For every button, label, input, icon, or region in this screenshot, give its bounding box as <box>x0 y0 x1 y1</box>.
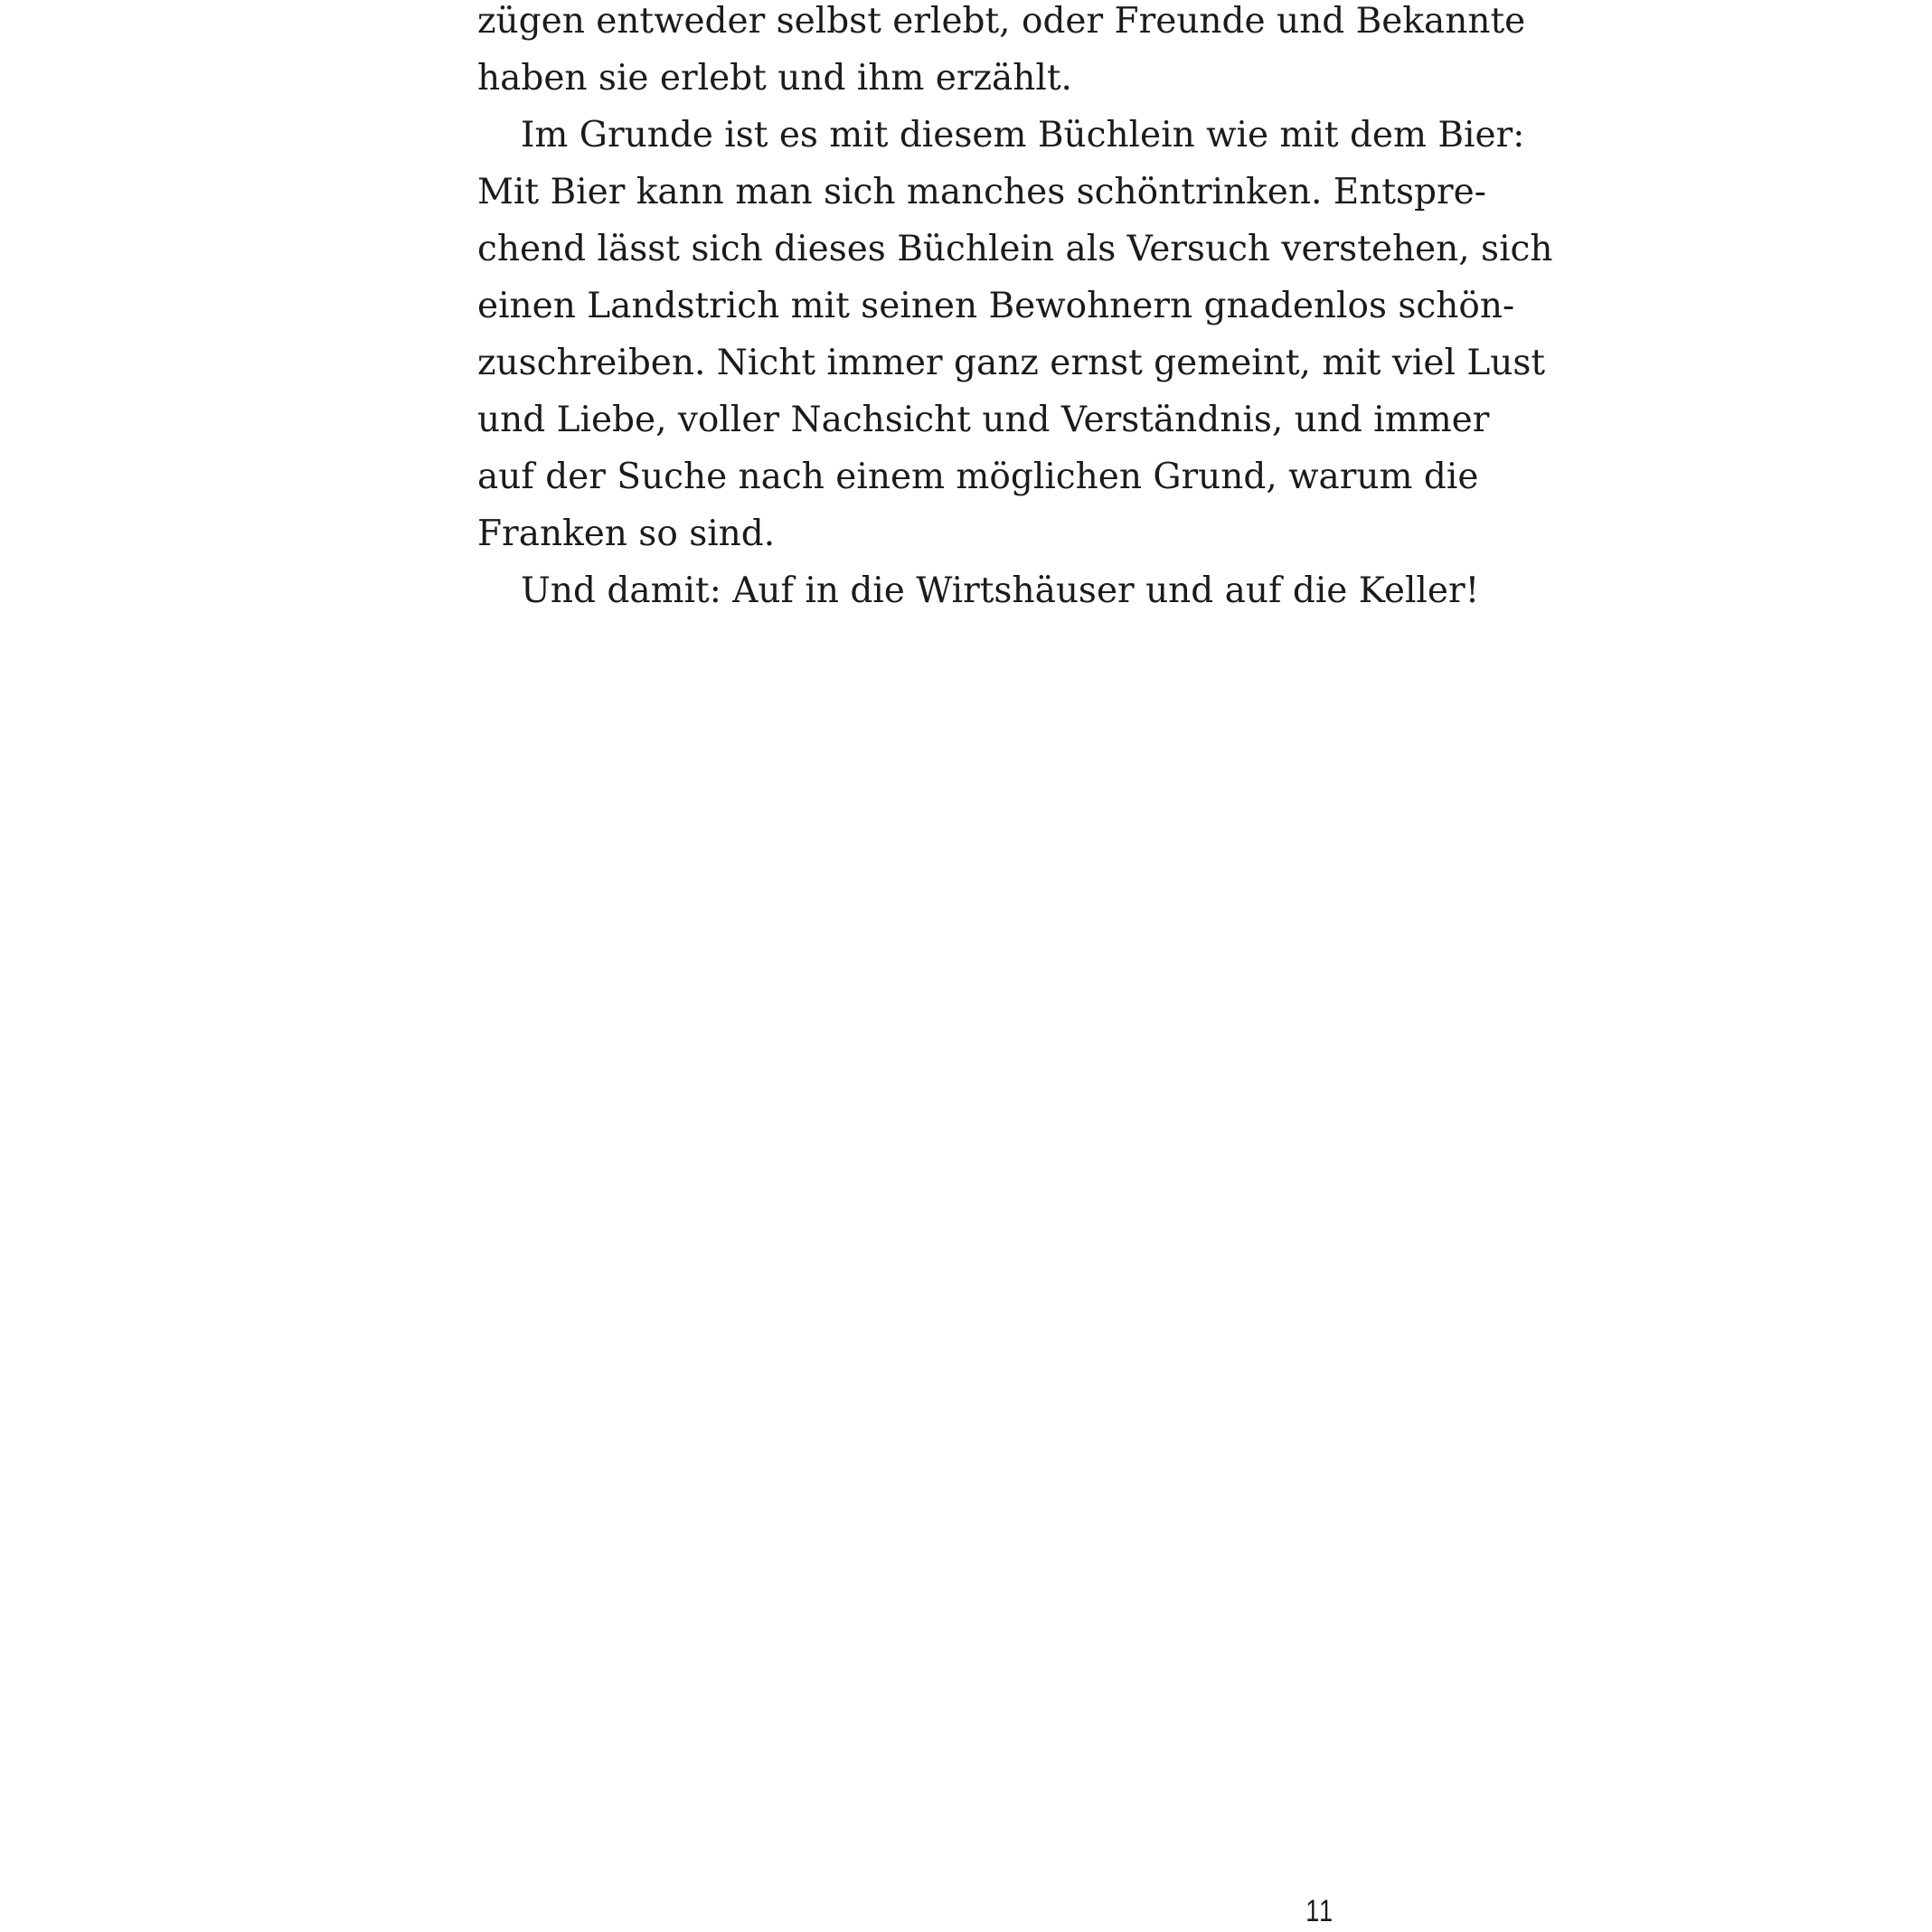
text-line: chend lässt sich dieses Büchlein als Versuch verstehen, sich <box>477 229 1553 269</box>
page-number: 11 <box>1305 1894 1334 1928</box>
text-line: Franken so sind. <box>477 514 776 554</box>
text-line: zügen entweder selbst erlebt, oder Freunde und Bekannte <box>477 1 1526 42</box>
text-line: haben sie erlebt und ihm erzählt. <box>477 58 1072 99</box>
text-line: Im Grunde ist es mit diesem Büchlein wie mit dem Bier: <box>521 115 1525 156</box>
text-line: Mit Bier kann man sich manches schöntrinken. Entspre- <box>477 172 1486 212</box>
text-line: einen Landstrich mit seinen Bewohnern gnadenlos schön- <box>477 286 1515 326</box>
text-line: zuschreiben. Nicht immer ganz ernst gemeint, mit viel Lust <box>477 343 1546 383</box>
text-line: auf der Suche nach einem möglichen Grund, warum die <box>477 457 1479 497</box>
text-line: und Liebe, voller Nachsicht und Verständnis, und immer <box>477 400 1490 440</box>
text-line: Und damit: Auf in die Wirtshäuser und auf die Keller! <box>521 570 1480 611</box>
